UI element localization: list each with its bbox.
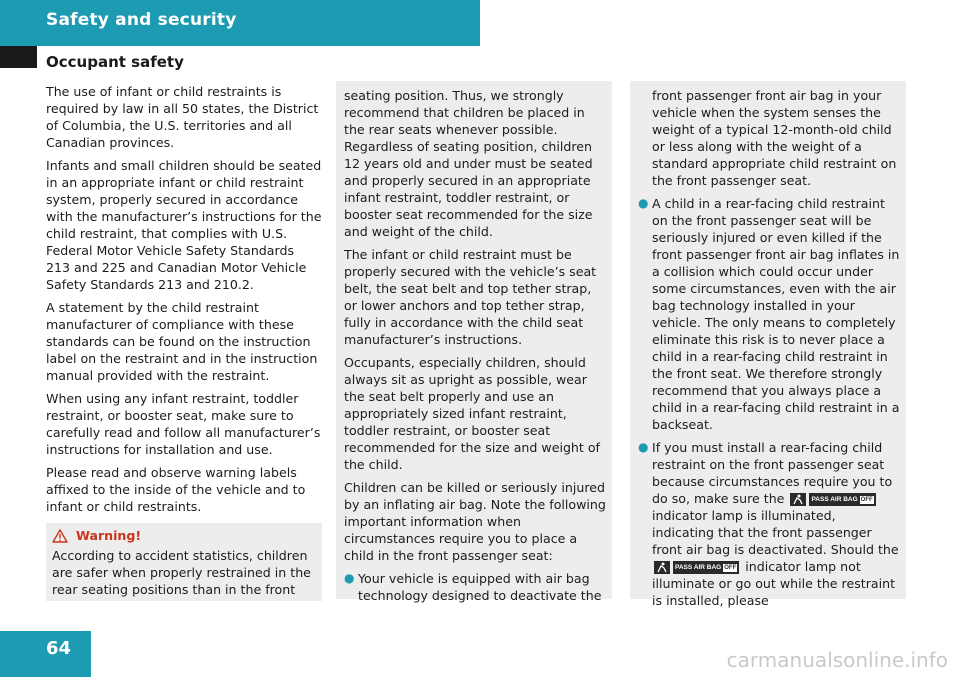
warning-box	[46, 523, 322, 601]
bullet-dot-icon: ●	[638, 440, 649, 454]
header-marker	[0, 46, 37, 68]
warning-text: According to accident statistics, children are safer when properly restrained in the rear seating positions than in the front	[52, 548, 311, 597]
paragraph: A statement by the child restraint manufacturer of compliance with these standards can be found on the instruction label on the restraint and in the instruction manual provided with the restraint.	[46, 300, 318, 383]
paragraph: Please read and observe warning labels affixed to the inside of the vehicle and to infant or child restraints.	[46, 465, 306, 514]
column-2	[336, 81, 612, 603]
warning-title: Warning!	[76, 528, 142, 543]
bullet-dot-icon: ●	[638, 196, 649, 210]
paragraph: front passenger front air bag in your vehicle when the system senses the weight of a typical 12-month-old child or less along with the weight of a standard appropriate child restraint on the front passenger seat.	[652, 88, 897, 188]
bullet-item	[344, 570, 606, 604]
bullet-text: If you must install a rear-facing child restraint on the front passenger seat because circumstances require you to do so, make sure the	[652, 440, 893, 506]
lamp-badge: PASS AIR BAG OFF	[809, 493, 875, 506]
warning-header	[52, 527, 316, 544]
bullet-item	[638, 195, 900, 433]
lamp-badge: PASS AIR BAG OFF	[673, 561, 739, 574]
child-seat-icon	[790, 493, 806, 506]
paragraph: Occupants, especially children, should always sit as upright as possible, wear the seat belt properly and use an appropriately sized infant restraint, toddler restraint, or booster seat recommended for the size and weight of the child.	[344, 355, 600, 472]
bullet-dot-icon: ●	[344, 571, 355, 585]
column-1	[46, 83, 322, 521]
warning-triangle-icon	[52, 529, 68, 543]
paragraph: When using any infant restraint, toddler restraint, or booster seat, make sure to carefully read and follow all manufacturer’s instructions for installation and use.	[46, 391, 321, 457]
column-3	[630, 81, 906, 608]
bullet-text: Your vehicle is equipped with air bag technology designed to deactivate the	[358, 571, 602, 603]
paragraph: Children can be killed or seriously injured by an inflating air bag. Note the following important information when circumstances require you to place a child in the front passenger seat:	[344, 480, 606, 563]
section-title: Occupant safety	[46, 53, 184, 71]
child-seat-icon	[654, 561, 670, 574]
bullet-text: indicator lamp is illuminated, indicating that the front passenger front air bag is deactivated. Should the	[652, 508, 899, 557]
watermark: carmanualsonline.info	[726, 648, 948, 672]
paragraph: The infant or child restraint must be properly secured with the vehicle’s seat belt, the seat belt and top tether strap, or lower anchors and top tether strap, fully in accordance with the child seat manufacturer’s instructions.	[344, 247, 597, 347]
bullet-text: A child in a rear-facing child restraint on the front passenger seat will be seriously injured or even killed if the front passenger front air bag inflates in a collision which could occur under some circumstances, even with the air bag technology installed in your vehicle. The only means to completely eliminate this risk is to never place a child in a rear-facing child restraint in the front seat. We therefore strongly recommend that you always place a child in a rear-facing child restraint in a backseat.	[652, 196, 900, 432]
bullet-text: indicator lamp not illuminate or go out while the restraint is installed, please	[652, 559, 896, 608]
paragraph: The use of infant or child restraints is required by law in all 50 states, the District of Columbia, the U.S. territories and all Canadian provinces.	[46, 84, 319, 150]
paragraph: seating position. Thus, we strongly recommend that children be placed in the rear seats whenever possible. Regardless of seating position, children 12 years old and under must be seated and properly secured in an appropriate infant restraint, toddler restraint, or booster seat recommended for the size and weight of the child.	[344, 88, 593, 239]
paragraph: Infants and small children should be seated in an appropriate infant or child restraint system, properly secured in accordance with the manufacturer’s instructions for the child restraint, that complies with U.S. Federal Motor Vehicle Safety Standards 213 and 225 and Canadian Motor Vehicle Safety Standards 213 and 210.2.	[46, 158, 322, 292]
pass-air-bag-off-indicator-icon	[790, 493, 875, 506]
chapter-title: Safety and security	[46, 10, 237, 30]
page-number: 64	[46, 638, 72, 659]
bullet-item	[638, 439, 900, 609]
pass-air-bag-off-indicator-icon	[654, 561, 739, 574]
